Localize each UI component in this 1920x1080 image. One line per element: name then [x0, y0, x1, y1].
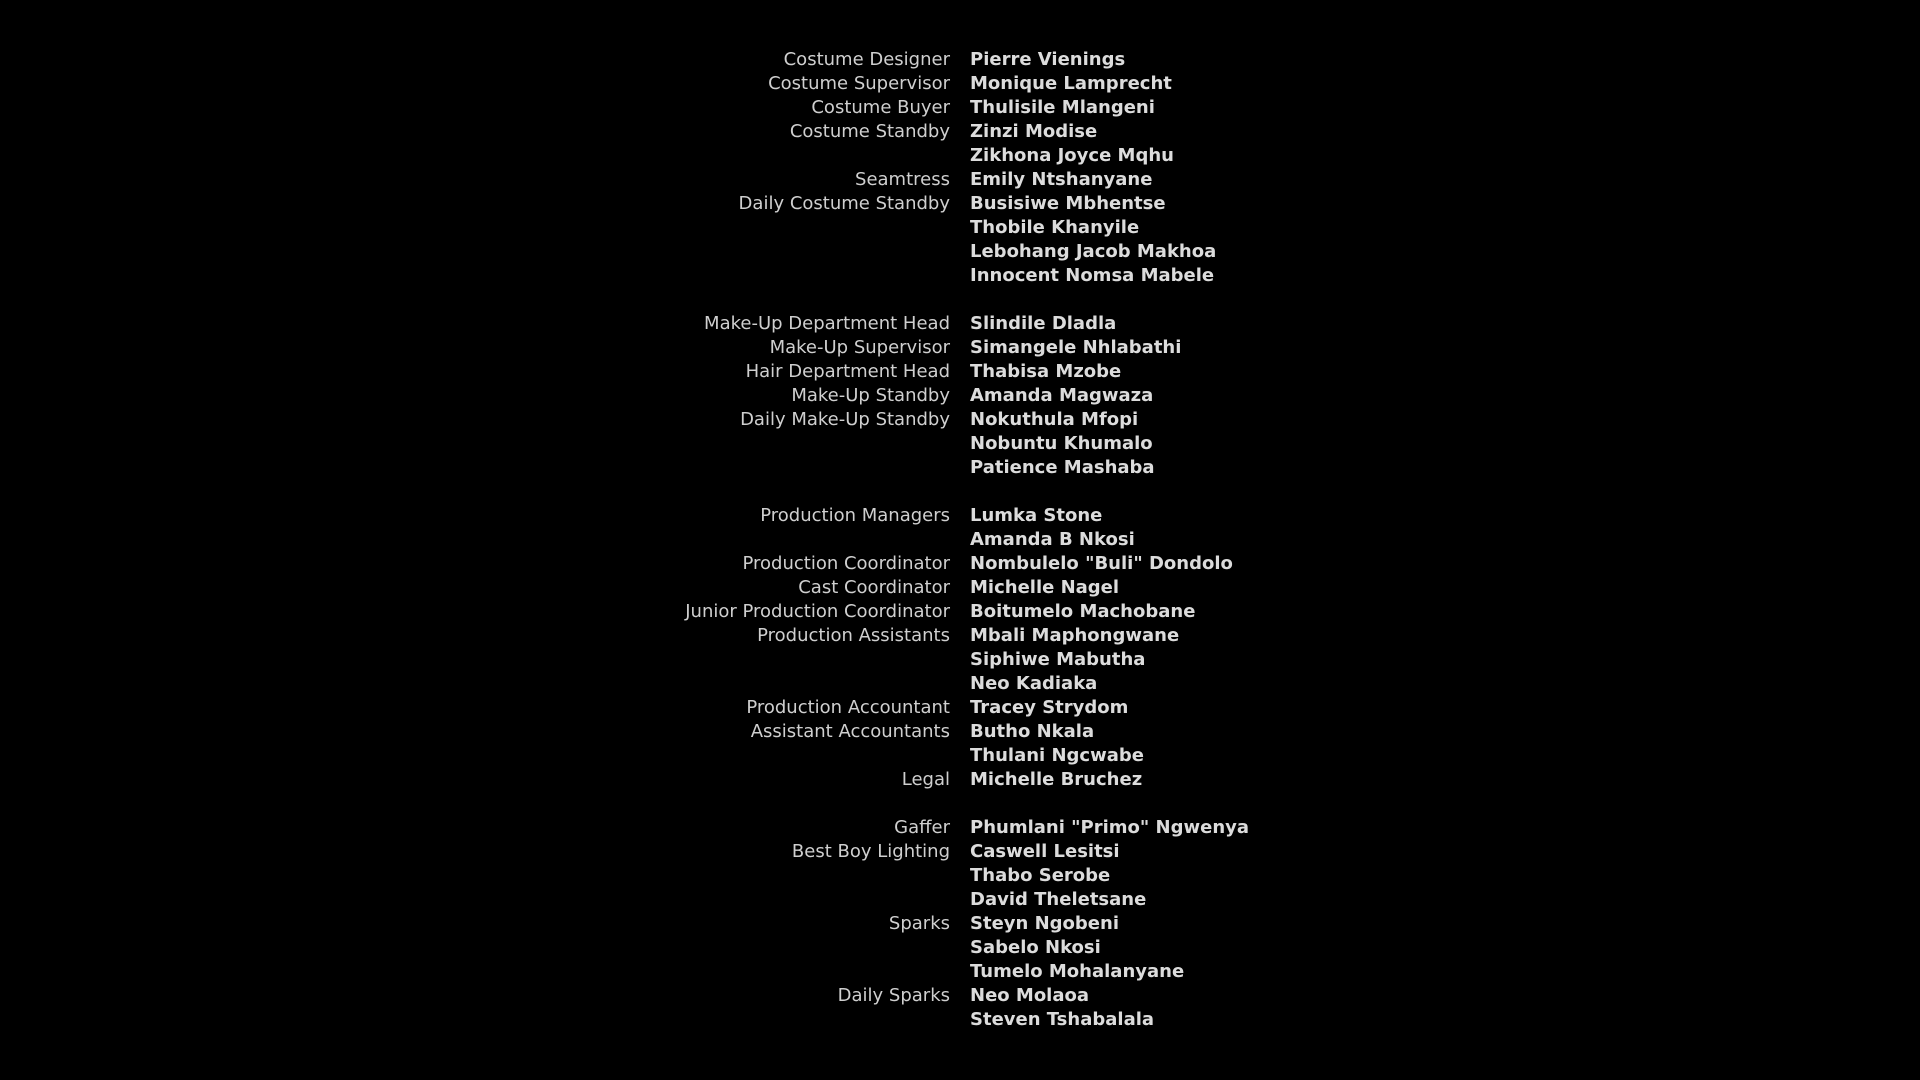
credit-role: Make-Up Standby [791, 385, 950, 406]
credit-name: Boitumelo Machobane [970, 601, 1196, 622]
credit-row [0, 192, 1920, 216]
credit-row [0, 48, 1920, 72]
credit-name: Thulani Ngcwabe [970, 745, 1144, 766]
credit-role: Daily Costume Standby [738, 193, 950, 214]
credit-name: Steven Tshabalala [970, 1009, 1155, 1030]
credit-role: Legal [901, 769, 950, 790]
credits-viewport [0, 49, 1920, 1030]
credit-role: Hair Department Head [745, 361, 950, 382]
credit-name: Butho Nkala [970, 721, 1095, 742]
credit-row [0, 864, 1920, 888]
credit-row [0, 912, 1920, 936]
credit-name: Steyn Ngobeni [970, 913, 1119, 934]
credit-name: Tumelo Mohalanyane [970, 961, 1185, 982]
credit-row [0, 264, 1920, 288]
credit-row [0, 624, 1920, 648]
credit-row [0, 648, 1920, 672]
credit-name: Neo Kadiaka [970, 673, 1098, 694]
credit-row [0, 312, 1920, 336]
credit-name: Innocent Nomsa Mabele [970, 265, 1215, 286]
credit-role: Production Managers [760, 505, 950, 526]
credit-name: David Theletsane [970, 889, 1147, 910]
credit-row [0, 744, 1920, 768]
credit-role: Production Accountant [746, 697, 950, 718]
credit-row [0, 720, 1920, 744]
credit-row [0, 960, 1920, 984]
credit-row [0, 840, 1920, 864]
credit-row [0, 888, 1920, 912]
credit-name: Mbali Maphongwane [970, 625, 1180, 646]
credit-row [0, 360, 1920, 384]
credit-role: Make-Up Supervisor [769, 337, 950, 358]
credit-name: Simangele Nhlabathi [970, 337, 1182, 358]
credit-name: Nobuntu Khumalo [970, 433, 1153, 454]
credit-role: Make-Up Department Head [704, 313, 950, 334]
credit-name: Nombulelo "Buli" Dondolo [970, 553, 1233, 574]
credit-role: Costume Buyer [811, 97, 950, 118]
credit-name: Patience Mashaba [970, 457, 1155, 478]
credit-name: Busisiwe Mbhentse [970, 193, 1166, 214]
credit-role: Production Coordinator [742, 553, 950, 574]
credit-role: Gaffer [894, 817, 950, 838]
credit-row [0, 600, 1920, 624]
section-spacer [0, 792, 1920, 816]
credit-row [0, 336, 1920, 360]
credit-row [0, 504, 1920, 528]
credit-row [0, 384, 1920, 408]
credit-role: Best Boy Lighting [791, 841, 950, 862]
credit-row [0, 576, 1920, 600]
credit-name: Zinzi Modise [970, 121, 1098, 142]
credit-row [0, 456, 1920, 480]
credit-name: Amanda B Nkosi [970, 529, 1135, 550]
credit-row [0, 936, 1920, 960]
credit-name: Michelle Bruchez [970, 769, 1143, 790]
credit-name: Amanda Magwaza [970, 385, 1154, 406]
credit-name: Monique Lamprecht [970, 73, 1172, 94]
credit-row [0, 984, 1920, 1008]
credit-row [0, 144, 1920, 168]
credit-name: Lumka Stone [970, 505, 1103, 526]
credit-row [0, 216, 1920, 240]
credit-role: Junior Production Coordinator [685, 601, 950, 622]
credit-row [0, 768, 1920, 792]
credit-role: Costume Standby [789, 121, 950, 142]
section-spacer [0, 288, 1920, 312]
credit-name: Caswell Lesitsi [970, 841, 1120, 862]
credit-role: Daily Sparks [837, 985, 950, 1006]
credit-role: Assistant Accountants [750, 721, 950, 742]
credit-name: Michelle Nagel [970, 577, 1120, 598]
credit-row [0, 552, 1920, 576]
credit-row [0, 96, 1920, 120]
credit-row [0, 816, 1920, 840]
credit-name: Thobile Khanyile [970, 217, 1140, 238]
credits-roll [0, 48, 1920, 1032]
credit-name: Thabo Serobe [970, 865, 1111, 886]
credit-name: Tracey Strydom [970, 697, 1129, 718]
credit-role: Seamtress [855, 169, 950, 190]
credit-role: Daily Make-Up Standby [740, 409, 950, 430]
credit-name: Thabisa Mzobe [970, 361, 1122, 382]
credit-role: Costume Designer [783, 49, 950, 70]
credit-name: Phumlani "Primo" Ngwenya [970, 817, 1250, 838]
credit-row [0, 528, 1920, 552]
credit-row [0, 408, 1920, 432]
credit-role: Costume Supervisor [768, 73, 950, 94]
credit-role: Cast Coordinator [798, 577, 950, 598]
credit-name: Sabelo Nkosi [970, 937, 1101, 958]
credit-name: Thulisile Mlangeni [970, 97, 1155, 118]
credit-row [0, 672, 1920, 696]
credit-row [0, 72, 1920, 96]
credit-row [0, 696, 1920, 720]
credit-name: Nokuthula Mfopi [970, 409, 1139, 430]
credit-row [0, 168, 1920, 192]
credit-role: Production Assistants [757, 625, 950, 646]
credit-name: Slindile Dladla [970, 313, 1117, 334]
section-spacer [0, 480, 1920, 504]
credit-name: Siphiwe Mabutha [970, 649, 1146, 670]
credit-row [0, 120, 1920, 144]
credit-name: Zikhona Joyce Mqhu [970, 145, 1174, 166]
credit-row [0, 1008, 1920, 1032]
credit-row [0, 240, 1920, 264]
credit-row [0, 432, 1920, 456]
credit-role: Sparks [888, 913, 950, 934]
credit-name: Neo Molaoa [970, 985, 1090, 1006]
credit-name: Emily Ntshanyane [970, 169, 1153, 190]
credit-name: Pierre Vienings [970, 49, 1126, 70]
credit-name: Lebohang Jacob Makhoa [970, 241, 1217, 262]
